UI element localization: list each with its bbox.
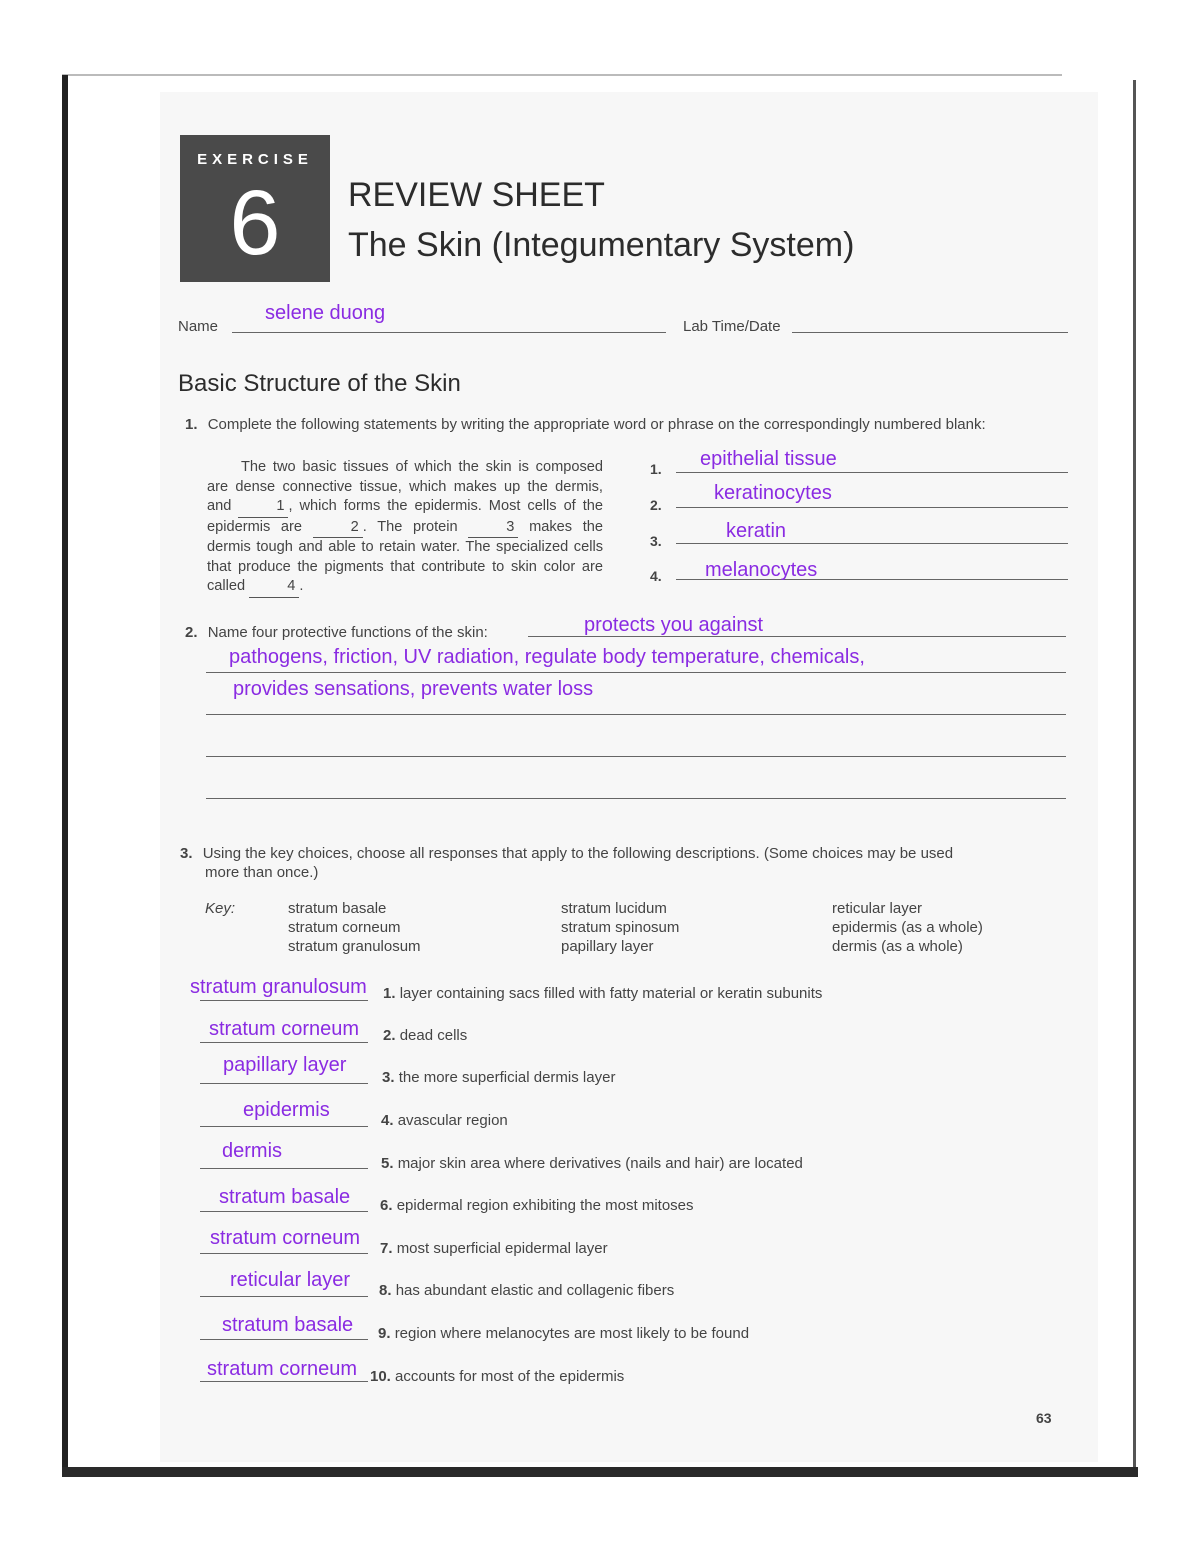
key-stratum-granulosum: stratum granulosum (288, 938, 421, 955)
q2-answer-line-5[interactable] (206, 798, 1066, 799)
name-line[interactable] (232, 332, 666, 333)
q3-item-6-num: 6. (380, 1197, 393, 1214)
q3-answer-6: stratum basale (219, 1186, 351, 1208)
q3-number: 3. (180, 845, 193, 862)
q1-answer-2: keratinocytes (714, 482, 832, 504)
q3-item-4 (381, 1112, 508, 1129)
q3-item-7-num: 7. (380, 1240, 393, 1257)
q3-answer-line-9[interactable] (200, 1339, 368, 1340)
q1-number: 1. (185, 416, 198, 433)
q3-item-7-text: most superficial epidermal layer (396, 1240, 608, 1257)
q3-prompt-line1: Using the key choices, choose all responses that apply to the following descriptions. (Some choices may be used (202, 845, 954, 862)
q3-item-10 (370, 1368, 624, 1385)
exercise-label: EXERCISE (197, 151, 313, 168)
key-epidermis-whole: epidermis (as a whole) (832, 919, 983, 936)
q3-item-1-num: 1. (383, 985, 396, 1002)
q1-blank-3: 3 (468, 518, 518, 539)
q2-answer-line2: pathogens, friction, UV radiation, regulate body temperature, chemicals, (229, 646, 865, 668)
scan-border-right (1133, 80, 1136, 1475)
q1-paragraph (207, 458, 603, 598)
q1-answer-line-1[interactable] (676, 472, 1068, 473)
q2-answer-line3: provides sensations, prevents water loss (233, 678, 594, 700)
q1-blank-2: 2 (313, 518, 363, 539)
name-label: Name (178, 318, 219, 335)
key-stratum-spinosum: stratum spinosum (561, 919, 680, 936)
q1-answer-3: keratin (726, 520, 787, 542)
q3-item-7 (380, 1240, 608, 1257)
q3-answer-10: stratum corneum (207, 1358, 358, 1380)
q3-item-8-num: 8. (379, 1282, 392, 1299)
q1-text-4: makes the dermis tough and able to retain water. The specialized cells that produce the pigments that contribute to skin color are called (207, 518, 603, 594)
q3-item-10-text: accounts for most of the epidermis (395, 1368, 625, 1385)
q3-answer-line-5[interactable] (200, 1168, 368, 1169)
q1-blank-number-3: 3. (650, 533, 662, 549)
labtime-label: Lab Time/Date (683, 318, 781, 335)
q3-item-6 (380, 1197, 694, 1214)
q3-item-10-num: 10. (370, 1368, 391, 1385)
q3-answer-3: papillary layer (223, 1054, 347, 1076)
q3-item-5-num: 5. (381, 1155, 394, 1172)
q1-text-2: , which forms the epidermis. Most cells of the epidermis are (207, 498, 603, 535)
q2-prompt-text: Name four protective functions of the skin: (207, 624, 488, 641)
key-stratum-basale: stratum basale (288, 900, 387, 917)
q3-answer-line-3[interactable] (200, 1083, 368, 1084)
q1-prompt-text: Complete the following statements by writing the appropriate word or phrase on the correspondingly numbered blank: (207, 416, 986, 433)
q3-answer-9: stratum basale (222, 1314, 354, 1336)
q1-text-1: The two basic tissues of which the skin is composed are dense connective tissue, which makes up the dermis, and (207, 459, 603, 514)
q3-prompt-line2: more than once.) (205, 864, 319, 881)
q1-blank-number-1: 1. (650, 461, 662, 477)
q3-answer-line-2[interactable] (200, 1042, 368, 1043)
key-dermis-whole: dermis (as a whole) (832, 938, 963, 955)
q3-key-col1 (288, 899, 421, 956)
key-stratum-lucidum: stratum lucidum (561, 900, 667, 917)
exercise-box (180, 135, 330, 282)
q3-item-2 (383, 1027, 467, 1044)
q2-answer-line-3[interactable] (206, 714, 1066, 715)
scan-border-left (62, 75, 68, 1477)
q3-item-3 (382, 1069, 615, 1086)
review-sheet-subtitle: The Skin (Integumentary System) (348, 226, 855, 264)
page-number: 63 (1036, 1410, 1052, 1426)
q3-prompt (180, 844, 1080, 882)
q3-item-1 (383, 985, 822, 1002)
q1-blank-number-2: 2. (650, 497, 662, 513)
q3-answer-5: dermis (222, 1140, 283, 1162)
q2-prompt (185, 624, 488, 641)
q2-answer-line1: protects you against (584, 614, 763, 636)
q3-item-6-text: epidermal region exhibiting the most mitoses (396, 1197, 694, 1214)
q3-answer-line-10[interactable] (200, 1381, 368, 1382)
q1-blank-number-4: 4. (650, 568, 662, 584)
q3-answer-1: stratum granulosum (190, 976, 367, 998)
q2-answer-line-2[interactable] (206, 672, 1066, 673)
q3-answer-line-1[interactable] (200, 1000, 368, 1001)
q3-item-9-num: 9. (378, 1325, 391, 1342)
q1-answer-4: melanocytes (705, 559, 818, 581)
q2-number: 2. (185, 624, 198, 641)
q1-answer-1: epithelial tissue (700, 448, 837, 470)
q3-key-col2 (561, 899, 679, 956)
q3-item-3-text: the more superficial dermis layer (398, 1069, 616, 1086)
q3-item-9-text: region where melanocytes are most likely to be found (394, 1325, 750, 1342)
q3-key-label: Key: (205, 900, 236, 917)
key-stratum-corneum: stratum corneum (288, 919, 401, 936)
q1-prompt (185, 416, 1075, 433)
q3-item-4-num: 4. (381, 1112, 394, 1129)
q3-answer-line-6[interactable] (200, 1211, 368, 1212)
q1-answer-line-3[interactable] (676, 543, 1068, 544)
q3-item-8 (379, 1282, 674, 1299)
key-papillary-layer: papillary layer (561, 938, 654, 955)
q3-item-8-text: has abundant elastic and collagenic fibers (395, 1282, 675, 1299)
q3-item-1-text: layer containing sacs filled with fatty material or keratin subunits (399, 985, 823, 1002)
q1-answer-line-2[interactable] (676, 507, 1068, 508)
q3-answer-8: reticular layer (230, 1269, 351, 1291)
q1-text-3: . The protein (362, 518, 469, 535)
q3-item-2-text: dead cells (399, 1027, 468, 1044)
key-reticular-layer: reticular layer (832, 900, 923, 917)
q2-answer-line-4[interactable] (206, 756, 1066, 757)
q1-text-5: . (299, 578, 304, 594)
q3-item-9 (378, 1325, 749, 1342)
scan-border-top (62, 74, 1062, 76)
q3-item-4-text: avascular region (397, 1112, 508, 1129)
q3-key-col3 (832, 899, 983, 956)
section-title: Basic Structure of the Skin (178, 370, 461, 397)
scan-border-bottom (62, 1467, 1138, 1477)
q1-blank-4: 4 (249, 577, 299, 598)
labtime-line[interactable] (792, 332, 1068, 333)
q3-answer-7: stratum corneum (210, 1227, 361, 1249)
q3-answer-line-8[interactable] (200, 1296, 368, 1297)
q1-blank-1: 1 (238, 497, 288, 518)
q3-item-5-text: major skin area where derivatives (nails and hair) are located (397, 1155, 803, 1172)
review-sheet-title: REVIEW SHEET (348, 176, 605, 214)
q3-item-3-num: 3. (382, 1069, 395, 1086)
name-value: selene duong (265, 302, 386, 324)
q3-answer-line-4[interactable] (200, 1126, 368, 1127)
q3-answer-2: stratum corneum (209, 1018, 360, 1040)
worksheet-page (160, 92, 1098, 1462)
q3-answer-line-7[interactable] (200, 1253, 368, 1254)
q3-item-2-num: 2. (383, 1027, 396, 1044)
exercise-number: 6 (229, 172, 281, 274)
q3-answer-4: epidermis (243, 1099, 330, 1121)
q3-item-5 (381, 1155, 803, 1172)
